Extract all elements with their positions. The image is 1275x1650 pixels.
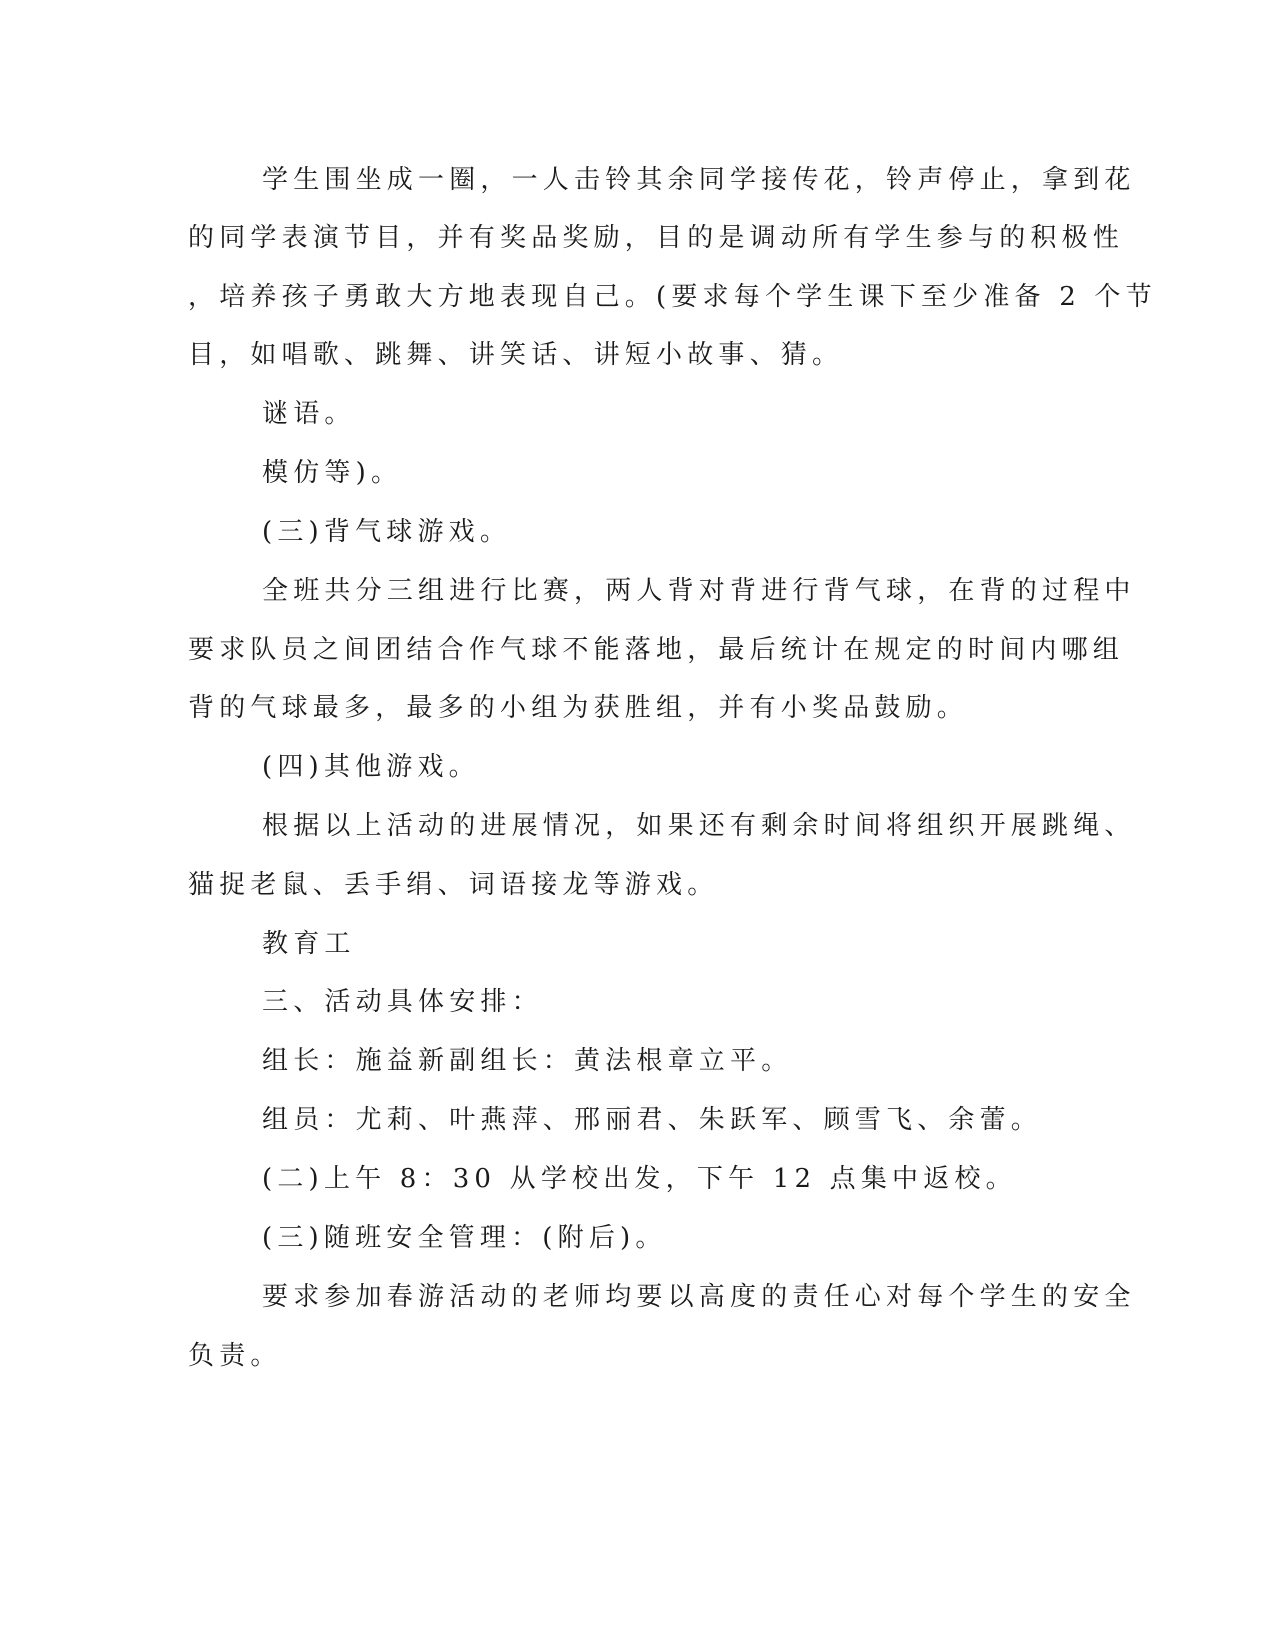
text-line: 教育工 [262,929,356,959]
text-line: 模仿等)。 [262,458,403,488]
text-line: 猫捉老鼠、丢手绢、词语接龙等游戏。 [188,870,719,900]
text-line: 根据以上活动的进展情况，如果还有剩余时间将组织开展跳绳、 [262,811,1136,841]
text-line: 目，如唱歌、跳舞、讲笑话、讲短小故事、猜。 [188,340,844,370]
text-line: (二)上午 8：30 从学校出发，下午 12 点集中返校。 [262,1164,1017,1194]
text-line: 全班共分三组进行比赛，两人背对背进行背气球，在背的过程中 [262,576,1136,606]
text-line: (三)随班安全管理：(附后)。 [262,1223,667,1253]
text-line: 负责。 [188,1341,282,1371]
text-line: 组员：尤莉、叶燕萍、邢丽君、朱跃军、顾雪飞、余蕾。 [262,1105,1043,1135]
section-heading: (三)背气球游戏。 [262,517,512,547]
text-line: 背的气球最多，最多的小组为获胜组，并有小奖品鼓励。 [188,693,969,723]
text-line: 要求队员之间团结合作气球不能落地，最后统计在规定的时间内哪组 [188,635,1125,665]
section-heading: (四)其他游戏。 [262,752,480,782]
text-line: 组长：施益新副组长：黄法根章立平。 [262,1046,793,1076]
text-line: 谜语。 [262,399,356,429]
text-line: 的同学表演节目，并有奖品奖励，目的是调动所有学生参与的积极性 [188,223,1125,253]
text-line: 要求参加春游活动的老师均要以高度的责任心对每个学生的安全 [262,1282,1136,1312]
text-line: 学生围坐成一圈，一人击铃其余同学接传花，铃声停止，拿到花 [262,165,1136,195]
section-heading: 三、活动具体安排： [262,987,543,1017]
text-line: ，培养孩子勇敢大方地表现自己。(要求每个学生课下至少准备 2 个节 [188,282,1157,312]
